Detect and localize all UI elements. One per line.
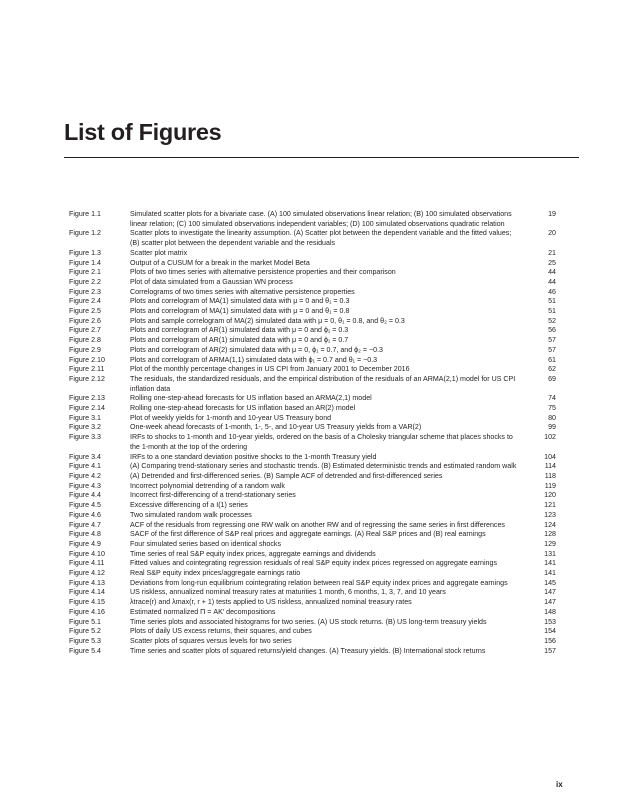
- figure-list: [64, 210, 584, 656]
- figure-page-number: 156: [544, 636, 556, 645]
- figure-entry: [64, 511, 584, 521]
- figure-page-number: 153: [544, 617, 556, 626]
- figure-page-number: 99: [548, 423, 556, 432]
- figure-page-number: 121: [544, 501, 556, 510]
- figure-caption: Excessive differencing of a I(1) series: [130, 501, 248, 510]
- figure-page-number: 57: [548, 345, 556, 354]
- figure-page-number: 120: [544, 491, 556, 500]
- figure-caption: Simulated scatter plots for a bivariate case. (A) 100 simulated observations linear relation; (B) 100 simulated observations linear relation; (C) 100 simulated observations independent variables; (D) 100 simulated observations quadratic relation: [130, 210, 512, 228]
- figure-number: Figure 5.3: [69, 636, 101, 645]
- figure-page-number: 154: [544, 627, 556, 636]
- title-rule: [64, 157, 579, 158]
- figure-page-number: 19: [548, 210, 556, 218]
- figure-entry: [64, 297, 584, 307]
- figure-caption: IRFs to a one standard deviation positive shocks to the 1-month Treasury yield: [130, 452, 377, 461]
- figure-number: Figure 4.5: [69, 501, 101, 510]
- figure-caption: Plots and correlogram of AR(1) simulated data with μ = 0 and ϕ₁ = 0.7: [130, 336, 349, 345]
- figure-number: Figure 1.3: [69, 248, 101, 257]
- figure-page-number: 128: [544, 530, 556, 539]
- figure-caption: Fitted values and cointegrating regression residuals of real S&P equity index prices regressed on aggregate earnings: [130, 559, 497, 568]
- figure-caption: Plots and correlogram of AR(1) simulated data with μ = 0 and ϕ₁ = 0.3: [130, 326, 349, 335]
- figure-page-number: 56: [548, 326, 556, 335]
- figure-caption: One-week ahead forecasts of 1-month, 1-, 5-, and 10-year US Treasury yields from a VAR(2): [130, 423, 422, 432]
- figure-entry: [64, 433, 584, 452]
- figure-page-number: 51: [548, 307, 556, 316]
- figure-entry: [64, 326, 584, 336]
- figure-page-number: 75: [548, 404, 556, 413]
- figure-number: Figure 2.8: [69, 336, 101, 345]
- figure-number: Figure 4.12: [69, 569, 105, 578]
- figure-caption: Plot of data simulated from a Gaussian WN process: [130, 277, 293, 286]
- figure-caption: Four simulated series based on identical shocks: [130, 539, 282, 548]
- figure-entry: [64, 501, 584, 511]
- figure-number: Figure 4.13: [69, 578, 105, 587]
- figure-caption: Rolling one-step-ahead forecasts for US inflation based an ARMA(2,1) model: [130, 394, 372, 403]
- figure-caption: SACF of the first difference of S&P real prices and aggregate earnings. (A) Real S&P prices and (B) real earnings: [130, 530, 486, 539]
- figure-number: Figure 2.1: [69, 268, 101, 277]
- figure-number: Figure 4.8: [69, 530, 101, 539]
- figure-page-number: 44: [548, 277, 556, 286]
- figure-caption: Two simulated random walk processes: [130, 510, 252, 519]
- figure-caption: Real S&P equity index prices/aggregate earnings ratio: [130, 569, 301, 578]
- figure-entry: [64, 472, 584, 482]
- figure-entry: [64, 530, 584, 540]
- figure-page-number: 123: [544, 510, 556, 519]
- figure-number: Figure 2.9: [69, 345, 101, 354]
- figure-number: Figure 5.4: [69, 646, 101, 655]
- figure-number: Figure 2.13: [69, 394, 105, 403]
- figure-page-number: 102: [544, 433, 556, 442]
- figure-number: Figure 2.12: [69, 374, 105, 383]
- figure-page-number: 141: [544, 559, 556, 568]
- figure-entry: [64, 423, 584, 433]
- figure-number: Figure 4.11: [69, 559, 105, 568]
- figure-page-number: 148: [544, 607, 556, 616]
- figure-caption: (A) Detrended and first-differenced series. (B) Sample ACF of detrended and first-differenced series: [130, 471, 443, 480]
- figure-caption: Plots of daily US excess returns, their squares, and cubes: [130, 627, 312, 636]
- figure-caption: Time series and scatter plots of squared returns/yield changes. (A) Treasury yields. (B) International stock returns: [130, 646, 486, 655]
- figure-entry: [64, 550, 584, 560]
- figure-number: Figure 1.1: [69, 210, 101, 218]
- figure-entry: [64, 647, 584, 657]
- figure-caption: Deviations from long-run equilibrium cointegrating relation between real S&P equity index prices and aggregate earnings: [130, 578, 508, 587]
- figure-page-number: 20: [548, 229, 556, 238]
- figure-number: Figure 5.2: [69, 627, 101, 636]
- figure-entry: [64, 569, 584, 579]
- figure-entry: [64, 288, 584, 298]
- figure-page-number: 61: [548, 355, 556, 364]
- figure-entry: [64, 559, 584, 569]
- figure-caption: Scatter plots to investigate the linearity assumption. (A) Scatter plot between the dependent variable and the fitted values; (B) scatter plot between the dependent variable and the residuals: [130, 229, 512, 248]
- figure-page-number: 62: [548, 365, 556, 374]
- figure-page-number: 118: [544, 471, 556, 480]
- figure-page-number: 145: [544, 578, 556, 587]
- figure-caption: Plots and sample correlogram of MA(2) simulated data with μ = 0, θ₁ = 0.8, and θ₂ = 0.3: [130, 316, 405, 325]
- figure-entry: [64, 627, 584, 637]
- figure-number: Figure 4.4: [69, 491, 101, 500]
- figure-page-number: 44: [548, 268, 556, 277]
- figure-number: Figure 3.2: [69, 423, 101, 432]
- figure-entry: [64, 317, 584, 327]
- figure-number: Figure 3.4: [69, 452, 101, 461]
- figure-number: Figure 4.6: [69, 510, 101, 519]
- figure-entry: [64, 608, 584, 618]
- figure-caption: Plots and correlogram of MA(1) simulated data with μ = 0 and θ₁ = 0.8: [130, 307, 350, 316]
- figure-page-number: 80: [548, 413, 556, 422]
- figure-entry: [64, 278, 584, 288]
- figure-caption: Rolling one-step-ahead forecasts for US inflation based an AR(2) model: [130, 404, 356, 413]
- figure-page-number: 129: [544, 539, 556, 548]
- figure-entry: [64, 521, 584, 531]
- figure-entry: [64, 462, 584, 472]
- figure-entry: [64, 229, 584, 248]
- figure-page-number: 46: [548, 287, 556, 296]
- figure-entry: [64, 365, 584, 375]
- figure-number: Figure 2.4: [69, 297, 101, 306]
- figure-number: Figure 2.3: [69, 287, 101, 296]
- figure-page-number: 131: [544, 549, 556, 558]
- figure-entry: [64, 346, 584, 356]
- figure-page-number: 51: [548, 297, 556, 306]
- figure-caption: Output of a CUSUM for a break in the market Model Beta: [130, 258, 310, 267]
- figure-entry: [64, 598, 584, 608]
- figure-number: Figure 3.1: [69, 413, 101, 422]
- figure-page-number: 104: [544, 452, 556, 461]
- figure-page-number: 141: [544, 569, 556, 578]
- figure-entry: [64, 618, 584, 628]
- figure-entry: [64, 482, 584, 492]
- figure-page-number: 69: [548, 374, 556, 383]
- figure-caption: US riskless, annualized nominal treasury rates at maturities 1 month, 6 months, 1, 3, 7, and 10 years: [130, 588, 446, 597]
- figure-entry: [64, 491, 584, 501]
- figure-entry: [64, 637, 584, 647]
- figure-number: Figure 4.1: [69, 462, 101, 471]
- figure-page-number: 114: [544, 462, 556, 471]
- figure-caption: Correlograms of two times series with alternative persistence properties: [130, 287, 355, 296]
- figure-page-number: 25: [548, 258, 556, 267]
- figure-page-number: 74: [548, 394, 556, 403]
- figure-entry: [64, 414, 584, 424]
- figure-caption: Scatter plot matrix: [130, 248, 188, 257]
- figure-caption: (A) Comparing trend-stationary series and stochastic trends. (B) Estimated deterministic trends and estimated random walk: [130, 462, 517, 471]
- figure-entry: [64, 453, 584, 463]
- figure-entry: [64, 356, 584, 366]
- figure-number: Figure 4.15: [69, 598, 105, 607]
- figure-page-number: 147: [544, 598, 556, 607]
- figure-entry: [64, 579, 584, 589]
- figure-page-number: 21: [548, 248, 556, 257]
- figure-number: Figure 5.1: [69, 617, 101, 626]
- figure-entry: [64, 259, 584, 269]
- figure-page-number: 147: [544, 588, 556, 597]
- figure-page-number: 57: [548, 336, 556, 345]
- figure-number: Figure 4.2: [69, 471, 101, 480]
- figure-caption: Plots and correlogram of ARMA(1,1) simulated data with ϕ₁ = 0.7 and θ₁ = −0.3: [130, 355, 378, 364]
- figure-page-number: 124: [544, 520, 556, 529]
- figure-number: Figure 2.5: [69, 307, 101, 316]
- figure-caption: The residuals, the standardized residuals, and the empirical distribution of the residuals of an ARMA(2,1) model for US CPI inflation data: [130, 374, 516, 393]
- figure-number: Figure 1.2: [69, 229, 101, 238]
- figure-number: Figure 4.14: [69, 588, 105, 597]
- figure-caption: Time series plots and associated histograms for two series. (A) US stock returns. (B) US long-term treasury yields: [130, 617, 487, 626]
- figure-number: Figure 2.10: [69, 355, 105, 364]
- figure-caption: IRFs to shocks to 1-month and 10-year yields, ordered on the basis of a Cholesky triangular scheme that places shocks to the 1-month at the top of the ordering: [130, 433, 513, 451]
- figure-number: Figure 4.10: [69, 549, 105, 558]
- figure-page-number: 119: [544, 481, 556, 490]
- figure-entry: [64, 210, 584, 229]
- figure-number: Figure 4.7: [69, 520, 101, 529]
- figure-entry: [64, 268, 584, 278]
- figure-caption: Plot of the monthly percentage changes in US CPI from January 2001 to December 2016: [130, 365, 410, 374]
- figure-entry: [64, 336, 584, 346]
- figure-caption: Plot of weekly yields for 1-month and 10-year US Treasury bond: [130, 413, 332, 422]
- figure-caption: Incorrect polynomial detrending of a random walk: [130, 481, 285, 490]
- figure-entry: [64, 540, 584, 550]
- page-title: List of Figures: [64, 119, 222, 145]
- figure-caption: Incorrect first-differencing of a trend-stationary series: [130, 491, 296, 500]
- figure-number: Figure 3.3: [69, 433, 101, 442]
- figure-page-number: 157: [544, 646, 556, 655]
- figure-number: Figure 2.2: [69, 277, 101, 286]
- figure-caption: Time series of real S&P equity index prices, aggregate earnings and dividends: [130, 549, 376, 558]
- figure-caption: Scatter plots of squares versus levels for two series: [130, 636, 292, 645]
- figure-number: Figure 2.11: [69, 365, 105, 374]
- page-number: ix: [556, 780, 563, 789]
- figure-number: Figure 2.7: [69, 326, 101, 335]
- figure-page-number: 52: [548, 316, 556, 325]
- figure-number: Figure 4.3: [69, 481, 101, 490]
- figure-caption: λtrace(r) and λmax(r, r + 1) tests applied to US riskless, annualized nominal treasury rates: [130, 598, 412, 607]
- figure-entry: [64, 307, 584, 317]
- figure-number: Figure 2.14: [69, 404, 105, 413]
- figure-number: Figure 2.6: [69, 316, 101, 325]
- figure-entry: [64, 588, 584, 598]
- figure-entry: [64, 404, 584, 414]
- figure-caption: ACF of the residuals from regressing one RW walk on another RW and of regressing the same series in first differences: [130, 520, 505, 529]
- figure-number: Figure 4.9: [69, 539, 101, 548]
- figure-caption: Estimated normalized Π = AK′ decompositions: [130, 607, 276, 616]
- figure-caption: Plots of two times series with alternative persistence properties and their comparison: [130, 268, 396, 277]
- figure-entry: [64, 249, 584, 259]
- figure-caption: Plots and correlogram of MA(1) simulated data with μ = 0 and θ₁ = 0.3: [130, 297, 350, 306]
- figure-entry: [64, 394, 584, 404]
- figure-number: Figure 1.4: [69, 258, 101, 267]
- figure-number: Figure 4.16: [69, 607, 105, 616]
- figure-entry: [64, 375, 584, 394]
- figure-caption: Plots and correlogram of AR(2) simulated data with μ = 0, ϕ₁ = 0.7, and ϕ₂ = −0.3: [130, 345, 383, 354]
